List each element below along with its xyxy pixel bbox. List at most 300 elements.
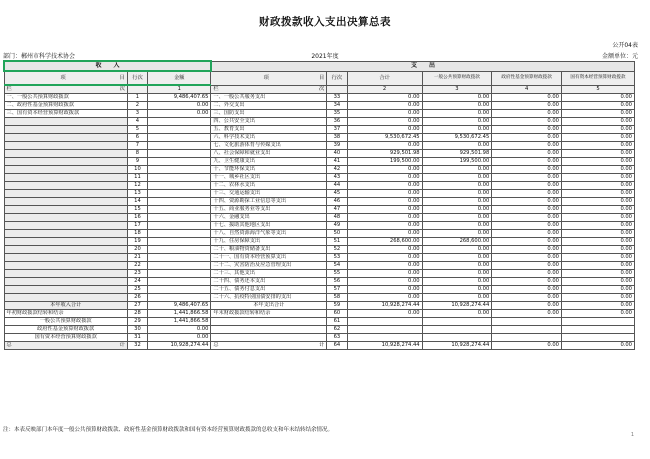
table-row — [4, 278, 635, 286]
expense-fund: 0.00 — [492, 262, 562, 270]
expense-item-header: 项 目 — [211, 71, 327, 85]
expense-total: 0.00 — [347, 174, 422, 182]
carry-expense-total — [347, 326, 422, 334]
expense-state: 0.00 — [561, 222, 634, 230]
income-row-no: 2 — [127, 102, 147, 110]
income-amount-header: 金额 — [148, 71, 211, 85]
expense-item: 十三、交通运输支出 — [211, 190, 327, 198]
income-row-no: 23 — [127, 270, 147, 278]
carry-expense-no: 60 — [327, 310, 347, 318]
expense-general: 0.00 — [422, 174, 492, 182]
carry-income-amount: 0.00 — [148, 334, 211, 342]
index-col-1: 1 — [148, 85, 211, 94]
income-item — [4, 198, 127, 206]
expense-total: 0.00 — [347, 190, 422, 198]
expense-item: 十九、住房保障支出 — [211, 238, 327, 246]
carry-income-no: 28 — [127, 310, 147, 318]
income-item — [4, 166, 127, 174]
income-item — [4, 126, 127, 134]
expense-item: 二十三、其他支出 — [211, 270, 327, 278]
carry-income-amount: 0.00 — [148, 326, 211, 334]
income-item — [4, 182, 127, 190]
carry-income-amount: 1,441,866.58 — [148, 318, 211, 326]
budget-table — [3, 60, 635, 350]
expense-total: 929,501.98 — [347, 150, 422, 158]
expense-state: 0.00 — [561, 110, 634, 118]
expense-total: 0.00 — [347, 278, 422, 286]
index-col-3: 3 — [422, 85, 492, 94]
expense-row-no: 39 — [327, 142, 347, 150]
expense-fund: 0.00 — [492, 166, 562, 174]
index-label: 栏 次 — [211, 85, 327, 94]
expense-fund: 0.00 — [492, 174, 562, 182]
expense-item: 十八、自然资源海洋气象等支出 — [211, 230, 327, 238]
grand-total-state: 0.00 — [561, 342, 634, 350]
expense-row-no: 41 — [327, 158, 347, 166]
expense-row-no: 47 — [327, 206, 347, 214]
income-item — [4, 230, 127, 238]
expense-state: 0.00 — [561, 182, 634, 190]
expense-total: 0.00 — [347, 246, 422, 254]
expense-general: 0.00 — [422, 110, 492, 118]
form-code: 公开04表 — [612, 42, 638, 49]
expense-state: 0.00 — [561, 166, 634, 174]
income-row-no: 26 — [127, 294, 147, 302]
expense-state: 0.00 — [561, 142, 634, 150]
income-amount — [148, 206, 211, 214]
carry-expense-state — [561, 326, 634, 334]
expense-total: 0.00 — [347, 118, 422, 126]
expense-row-no: 37 — [327, 126, 347, 134]
carry-expense-item: 年末财政拨款结转和结余 — [211, 310, 327, 318]
income-row-no: 16 — [127, 214, 147, 222]
carry-row — [4, 318, 635, 326]
expense-general: 0.00 — [422, 182, 492, 190]
grand-total-general: 10,928,274.44 — [422, 342, 492, 350]
table-row — [4, 182, 635, 190]
expense-total-amount: 10,928,274.44 — [347, 302, 422, 310]
table-row — [4, 174, 635, 182]
total-header: 合计 — [347, 71, 422, 85]
income-item — [4, 150, 127, 158]
amount-unit: 金额单位：元 — [601, 53, 638, 60]
expense-fund: 0.00 — [492, 254, 562, 262]
expense-row-no: 50 — [327, 230, 347, 238]
expense-state: 0.00 — [561, 174, 634, 182]
expense-total: 0.00 — [347, 166, 422, 174]
carry-income-amount: 1,441,866.58 — [148, 310, 211, 318]
expense-general: 199,500.00 — [422, 158, 492, 166]
expense-item: 二十四、债务还本支出 — [211, 278, 327, 286]
expense-general: 0.00 — [422, 142, 492, 150]
expense-row-no: 36 — [327, 118, 347, 126]
expense-item: 十二、农林水支出 — [211, 182, 327, 190]
income-total-row — [4, 302, 635, 310]
carry-expense-item — [211, 326, 327, 334]
expense-state: 0.00 — [561, 94, 634, 102]
income-amount — [148, 166, 211, 174]
carry-income-item: 政府性基金预算财政拨款 — [4, 326, 127, 334]
expense-general: 0.00 — [422, 102, 492, 110]
expense-general: 0.00 — [422, 294, 492, 302]
carry-row — [4, 326, 635, 334]
expense-general: 0.00 — [422, 254, 492, 262]
expense-total: 0.00 — [347, 214, 422, 222]
income-amount — [148, 222, 211, 230]
expense-fund: 0.00 — [492, 102, 562, 110]
expense-state: 0.00 — [561, 294, 634, 302]
income-row-no: 6 — [127, 134, 147, 142]
table-row — [4, 134, 635, 142]
expense-general: 0.00 — [422, 94, 492, 102]
carry-expense-no: 61 — [327, 318, 347, 326]
income-amount — [148, 246, 211, 254]
carry-expense-state — [561, 334, 634, 342]
income-row-no: 20 — [127, 246, 147, 254]
expense-total-fund: 0.00 — [492, 302, 562, 310]
expense-fund: 0.00 — [492, 278, 562, 286]
expense-item: 十、节能环保支出 — [211, 166, 327, 174]
expense-fund: 0.00 — [492, 158, 562, 166]
income-amount — [148, 174, 211, 182]
carry-income-item: 一般公共预算财政拨款 — [4, 318, 127, 326]
income-row-no: 11 — [127, 174, 147, 182]
expense-fund: 0.00 — [492, 294, 562, 302]
table-row — [4, 254, 635, 262]
carry-income-item: 国有资本经营预算财政拨款 — [4, 334, 127, 342]
income-amount: 9,486,407.65 — [148, 94, 211, 102]
expense-state: 0.00 — [561, 262, 634, 270]
expense-item: 十六、金融支出 — [211, 214, 327, 222]
expense-state: 0.00 — [561, 190, 634, 198]
income-item — [4, 270, 127, 278]
income-item: 三、国有资本经营预算财政拨款 — [4, 110, 127, 118]
income-row-no: 7 — [127, 142, 147, 150]
carry-expense-fund — [492, 318, 562, 326]
grand-total-no: 32 — [127, 342, 147, 350]
income-item — [4, 206, 127, 214]
expense-total: 0.00 — [347, 222, 422, 230]
expense-fund: 0.00 — [492, 110, 562, 118]
carry-expense-general: 0.00 — [422, 310, 492, 318]
income-amount — [148, 278, 211, 286]
expense-total: 199,500.00 — [347, 158, 422, 166]
income-row-no: 17 — [127, 222, 147, 230]
income-row-no: 24 — [127, 278, 147, 286]
income-item — [4, 190, 127, 198]
income-row-no: 10 — [127, 166, 147, 174]
income-row-no: 13 — [127, 190, 147, 198]
footnote: 注：本表反映部门本年度一般公共预算财政拨款、政府性基金预算财政拨款和国有资本经营预算财政拨款的总收支和年末结转结余情况。 — [3, 427, 334, 433]
income-item — [4, 246, 127, 254]
income-amount — [148, 158, 211, 166]
table-row — [4, 110, 635, 118]
income-amount — [148, 134, 211, 142]
expense-row-no: 49 — [327, 222, 347, 230]
income-amount — [148, 230, 211, 238]
table-row — [4, 206, 635, 214]
income-amount — [148, 118, 211, 126]
income-amount — [148, 294, 211, 302]
expense-state: 0.00 — [561, 270, 634, 278]
carry-expense-no: 62 — [327, 326, 347, 334]
expense-general: 0.00 — [422, 262, 492, 270]
income-amount — [148, 182, 211, 190]
table-row — [4, 286, 635, 294]
expense-total: 0.00 — [347, 230, 422, 238]
report-title: 财政拨款收入支出决算总表 — [259, 16, 391, 28]
expense-section-header: 支 出 — [211, 61, 635, 71]
expense-fund: 0.00 — [492, 142, 562, 150]
expense-item: 四、公共安全支出 — [211, 118, 327, 126]
expense-row-no: 52 — [327, 246, 347, 254]
carry-expense-general — [422, 334, 492, 342]
income-item — [4, 118, 127, 126]
expense-fund: 0.00 — [492, 206, 562, 214]
expense-row-no: 45 — [327, 190, 347, 198]
income-row-no: 18 — [127, 230, 147, 238]
table-row — [4, 102, 635, 110]
expense-fund: 0.00 — [492, 238, 562, 246]
expense-row-no: 38 — [327, 134, 347, 142]
income-row-no: 25 — [127, 286, 147, 294]
grand-total-label: 总 计 — [4, 342, 127, 350]
index-col-5: 5 — [561, 85, 634, 94]
carry-expense-general — [422, 326, 492, 334]
expense-state: 0.00 — [561, 150, 634, 158]
income-item — [4, 278, 127, 286]
expense-item: 八、社会保障和就业支出 — [211, 150, 327, 158]
grand-total-fund: 0.00 — [492, 342, 562, 350]
income-row-no: 21 — [127, 254, 147, 262]
expense-item: 二十六、抗疫特别国债安排的支出 — [211, 294, 327, 302]
expense-general: 9,530,672.45 — [422, 134, 492, 142]
index-label: 栏 次 — [4, 85, 127, 94]
expense-total: 0.00 — [347, 286, 422, 294]
expense-fund: 0.00 — [492, 230, 562, 238]
expense-general: 0.00 — [422, 270, 492, 278]
expense-fund: 0.00 — [492, 190, 562, 198]
carry-expense-total — [347, 334, 422, 342]
income-amount — [148, 150, 211, 158]
expense-item: 十七、援助其他地区支出 — [211, 222, 327, 230]
income-total-amount: 9,486,407.65 — [148, 302, 211, 310]
expense-rowno-header: 行次 — [327, 71, 347, 85]
carry-expense-fund: 0.00 — [492, 310, 562, 318]
income-item — [4, 174, 127, 182]
income-row-no: 22 — [127, 262, 147, 270]
expense-total: 0.00 — [347, 294, 422, 302]
expense-total: 0.00 — [347, 102, 422, 110]
carry-expense-total: 0.00 — [347, 310, 422, 318]
income-amount — [148, 238, 211, 246]
fund-budget-header: 政府性基金预算财政拨款 — [492, 71, 562, 85]
expense-state: 0.00 — [561, 118, 634, 126]
expense-general: 0.00 — [422, 118, 492, 126]
income-item — [4, 262, 127, 270]
fiscal-year: 2021年度 — [311, 53, 339, 60]
expense-item: 一、一般公共服务支出 — [211, 94, 327, 102]
expense-general: 0.00 — [422, 126, 492, 134]
expense-state: 0.00 — [561, 254, 634, 262]
expense-row-no: 40 — [327, 150, 347, 158]
income-row-no: 8 — [127, 150, 147, 158]
expense-row-no: 54 — [327, 262, 347, 270]
expense-total: 0.00 — [347, 254, 422, 262]
carry-expense-item — [211, 334, 327, 342]
income-amount — [148, 270, 211, 278]
expense-item: 二十五、债务付息支出 — [211, 286, 327, 294]
grand-total-amount: 10,928,274.44 — [148, 342, 211, 350]
table-row — [4, 190, 635, 198]
income-item — [4, 254, 127, 262]
expense-row-no: 58 — [327, 294, 347, 302]
expense-total-no: 59 — [327, 302, 347, 310]
expense-state: 0.00 — [561, 230, 634, 238]
expense-total: 0.00 — [347, 110, 422, 118]
income-amount — [148, 126, 211, 134]
carry-income-no: 29 — [127, 318, 147, 326]
expense-state: 0.00 — [561, 286, 634, 294]
income-row-no: 5 — [127, 126, 147, 134]
department-label: 部门：郴州市科学技术协会 — [3, 53, 76, 60]
expense-state: 0.00 — [561, 214, 634, 222]
expense-fund: 0.00 — [492, 118, 562, 126]
expense-general: 0.00 — [422, 286, 492, 294]
income-item — [4, 222, 127, 230]
income-item — [4, 134, 127, 142]
income-row-no: 15 — [127, 206, 147, 214]
expense-total: 0.00 — [347, 262, 422, 270]
carry-income-no: 30 — [127, 326, 147, 334]
expense-row-no: 51 — [327, 238, 347, 246]
table-row — [4, 230, 635, 238]
expense-state: 0.00 — [561, 102, 634, 110]
income-item — [4, 214, 127, 222]
income-rowno-header: 行次 — [127, 71, 147, 85]
income-row-no: 4 — [127, 118, 147, 126]
table-row — [4, 150, 635, 158]
expense-row-no: 46 — [327, 198, 347, 206]
carry-row — [4, 334, 635, 342]
expense-fund: 0.00 — [492, 198, 562, 206]
table-row — [4, 198, 635, 206]
expense-row-no: 35 — [327, 110, 347, 118]
carry-income-no: 31 — [127, 334, 147, 342]
income-item: 一、一般公共预算财政拨款 — [4, 94, 127, 102]
state-capital-header: 国有资本经营预算财政拨款 — [561, 71, 634, 85]
table-row — [4, 246, 635, 254]
expense-total: 0.00 — [347, 206, 422, 214]
income-row-no: 1 — [127, 94, 147, 102]
expense-total: 0.00 — [347, 94, 422, 102]
income-item — [4, 238, 127, 246]
income-row-no: 14 — [127, 198, 147, 206]
expense-total: 0.00 — [347, 126, 422, 134]
table-row — [4, 238, 635, 246]
income-item — [4, 142, 127, 150]
income-amount — [148, 214, 211, 222]
income-item — [4, 286, 127, 294]
expense-total: 0.00 — [347, 198, 422, 206]
expense-total: 0.00 — [347, 270, 422, 278]
expense-fund: 0.00 — [492, 134, 562, 142]
income-amount — [148, 190, 211, 198]
expense-total: 9,530,672.45 — [347, 134, 422, 142]
table-row — [4, 166, 635, 174]
expense-row-no: 55 — [327, 270, 347, 278]
table-row — [4, 262, 635, 270]
income-amount — [148, 198, 211, 206]
expense-item: 二十、粮油物资储备支出 — [211, 246, 327, 254]
expense-item: 十四、资源勘探工业信息等支出 — [211, 198, 327, 206]
income-row-no: 19 — [127, 238, 147, 246]
expense-state: 0.00 — [561, 126, 634, 134]
carry-expense-state — [561, 318, 634, 326]
table-row — [4, 222, 635, 230]
carry-expense-fund — [492, 326, 562, 334]
income-row-no: 3 — [127, 110, 147, 118]
carry-expense-no: 63 — [327, 334, 347, 342]
expense-fund: 0.00 — [492, 270, 562, 278]
expense-general: 0.00 — [422, 190, 492, 198]
expense-fund: 0.00 — [492, 182, 562, 190]
expense-fund: 0.00 — [492, 150, 562, 158]
table-row — [4, 126, 635, 134]
expense-general: 0.00 — [422, 230, 492, 238]
page-mark: 1 — [630, 432, 634, 438]
general-budget-header: 一般公共预算财政拨款 — [422, 71, 492, 85]
income-amount: 0.00 — [148, 102, 211, 110]
expense-item: 七、文化旅游体育与传媒支出 — [211, 142, 327, 150]
income-item: 二、政府性基金预算财政拨款 — [4, 102, 127, 110]
income-item — [4, 158, 127, 166]
expense-total-general: 10,928,274.44 — [422, 302, 492, 310]
expense-fund: 0.00 — [492, 246, 562, 254]
carry-income-item: 年初财政拨款结转和结余 — [4, 310, 127, 318]
carry-expense-item — [211, 318, 327, 326]
income-total-label: 本年收入合计 — [4, 302, 127, 310]
expense-row-no: 48 — [327, 214, 347, 222]
expense-general: 0.00 — [422, 206, 492, 214]
expense-state: 0.00 — [561, 238, 634, 246]
carry-expense-state: 0.00 — [561, 310, 634, 318]
table-row — [4, 214, 635, 222]
table-row — [4, 294, 635, 302]
expense-general: 0.00 — [422, 222, 492, 230]
expense-item: 三、国防支出 — [211, 110, 327, 118]
expense-fund: 0.00 — [492, 286, 562, 294]
expense-total-label: 本年支出合计 — [211, 302, 327, 310]
carry-expense-total — [347, 318, 422, 326]
grand-total-expense-amount: 10,928,274.44 — [347, 342, 422, 350]
expense-general: 0.00 — [422, 246, 492, 254]
table-row — [4, 94, 635, 102]
expense-row-no: 53 — [327, 254, 347, 262]
expense-general: 0.00 — [422, 214, 492, 222]
income-amount — [148, 254, 211, 262]
expense-row-no: 34 — [327, 102, 347, 110]
expense-general: 0.00 — [422, 166, 492, 174]
expense-row-no: 57 — [327, 286, 347, 294]
income-section-header: 收 入 — [4, 61, 211, 71]
expense-total: 268,600.00 — [347, 238, 422, 246]
expense-general: 0.00 — [422, 198, 492, 206]
expense-item: 十一、城乡社区支出 — [211, 174, 327, 182]
expense-state: 0.00 — [561, 206, 634, 214]
income-amount — [148, 286, 211, 294]
carry-row — [4, 310, 635, 318]
